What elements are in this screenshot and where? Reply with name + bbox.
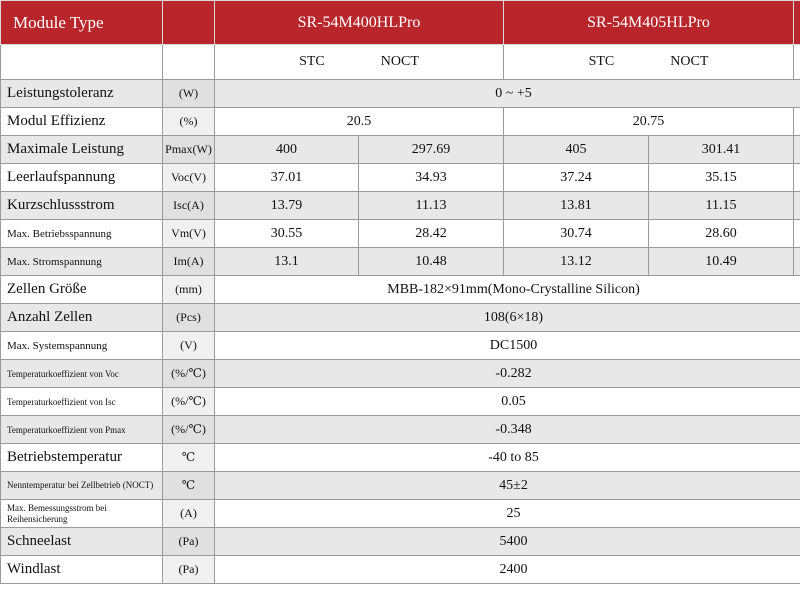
row-value: 2400 [215,556,800,584]
row-label: Schneelast [1,528,163,556]
row-label: Max. Systemspannung [1,332,163,360]
header-row [1,1,800,45]
model-1-name: SR-54M400HLPro [215,1,504,45]
row-value: -40 to 85 [215,444,800,472]
row-label: Kurzschlussstrom [1,192,163,220]
row-unit: (Pa) [163,528,215,556]
overflow-cell [794,108,800,136]
model-1-stc-value: 13.1 [215,248,359,276]
table-row [1,108,800,136]
stc-label: STC [299,54,325,69]
table-row [1,276,800,304]
table-row [1,556,800,584]
model-2-stc-value: 30.74 [504,220,649,248]
model-1-stc-value: 400 [215,136,359,164]
row-value: 25 [215,500,800,528]
condition-overflow-cell [794,45,800,80]
table-row [1,248,800,276]
row-unit: Pmax(W) [163,136,215,164]
model-2-stc-value: 13.12 [504,248,649,276]
model-1-noct-value: 34.93 [359,164,504,192]
model-1-noct-value: 11.13 [359,192,504,220]
row-unit: Voc(V) [163,164,215,192]
model-2-noct-value: 28.60 [649,220,794,248]
model-2-noct-value: 10.49 [649,248,794,276]
row-label: Max. Bemessungsstrom bei Reihensicherung [1,500,163,528]
row-unit: (W) [163,80,215,108]
row-value: 5400 [215,528,800,556]
row-label: Leerlaufspannung [1,164,163,192]
row-unit: (%) [163,108,215,136]
stc-label: STC [588,54,615,69]
model-2-stc-value: 13.81 [504,192,649,220]
row-label: Zellen Größe [1,276,163,304]
row-label: Leistungstoleranz [1,80,163,108]
row-label: Anzahl Zellen [1,304,163,332]
table-row [1,136,800,164]
noct-label: NOCT [380,54,419,69]
row-label: Max. Stromspannung [1,248,163,276]
row-label: Nenntemperatur bei Zellbetrieb (NOCT) [1,472,163,500]
model-2-noct-value: 301.41 [649,136,794,164]
row-label: Temperaturkoeffizient von Pmax [1,416,163,444]
model-1-stc-value: 30.55 [215,220,359,248]
table-row [1,500,800,528]
model-2-name: SR-54M405HLPro [504,1,794,45]
model-2-noct-value: 11.15 [649,192,794,220]
model-2-noct-value: 35.15 [649,164,794,192]
row-label: Max. Betriebsspannung [1,220,163,248]
model-1-value: 20.5 [215,108,504,136]
table-row [1,528,800,556]
row-value: 0.05 [215,388,800,416]
row-label: Maximale Leistung [1,136,163,164]
model-1-stc-value: 13.79 [215,192,359,220]
table-row [1,220,800,248]
model-2-value: 20.75 [504,108,794,136]
table-row [1,164,800,192]
table-row [1,416,800,444]
header-overflow-cell [794,1,800,45]
row-unit: (mm) [163,276,215,304]
row-unit: (A) [163,500,215,528]
model-2-stc-value: 405 [504,136,649,164]
row-label: Modul Effizienz [1,108,163,136]
row-label: Temperaturkoeffizient von Voc [1,360,163,388]
overflow-cell [794,192,800,220]
row-label: Betriebstemperatur [1,444,163,472]
row-unit: (%/℃) [163,388,215,416]
row-value: 45±2 [215,472,800,500]
row-value: 108(6×18) [215,304,800,332]
condition-label-cell [1,45,163,80]
table-row [1,472,800,500]
overflow-cell [794,164,800,192]
row-unit: (%/℃) [163,416,215,444]
row-value: DC1500 [215,332,800,360]
row-label: Temperaturkoeffizient von Isc [1,388,163,416]
table-row [1,192,800,220]
module-type-label: Module Type [1,1,163,45]
row-unit: Isc(A) [163,192,215,220]
row-unit: (Pcs) [163,304,215,332]
row-unit: Im(A) [163,248,215,276]
row-unit: (Pa) [163,556,215,584]
model-1-noct-value: 28.42 [359,220,504,248]
condition-unit-cell [163,45,215,80]
table-row [1,80,800,108]
row-value: MBB-182×91mm(Mono-Crystalline Silicon) [215,276,800,304]
model-1-noct-value: 297.69 [359,136,504,164]
model-1-noct-value: 10.48 [359,248,504,276]
model-2-conditions [504,45,794,80]
table-row [1,444,800,472]
overflow-cell [794,248,800,276]
row-value: -0.282 [215,360,800,388]
row-value: -0.348 [215,416,800,444]
row-unit: ℃ [163,444,215,472]
row-value: 0 ~ +5 [215,80,800,108]
condition-row [1,45,800,80]
header-unit-cell [163,1,215,45]
table-row [1,360,800,388]
row-unit: ℃ [163,472,215,500]
overflow-cell [794,136,800,164]
model-1-stc-value: 37.01 [215,164,359,192]
row-unit: (V) [163,332,215,360]
row-label: Windlast [1,556,163,584]
table-row [1,388,800,416]
noct-label: NOCT [670,54,709,69]
row-unit: Vm(V) [163,220,215,248]
row-unit: (%/℃) [163,360,215,388]
model-1-conditions [215,45,504,80]
table-row [1,332,800,360]
table-row [1,304,800,332]
overflow-cell [794,220,800,248]
model-2-stc-value: 37.24 [504,164,649,192]
